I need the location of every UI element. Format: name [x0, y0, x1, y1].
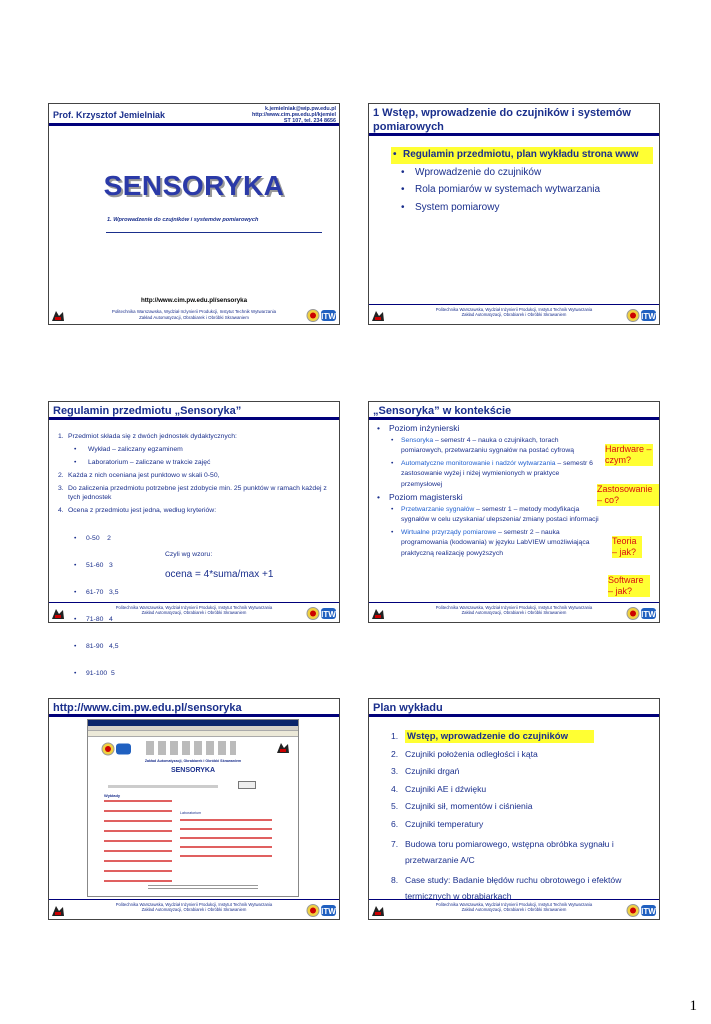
footer-line1: Politechnika Warszawska, Wydział Inżynierii Produkcji, Instytut Technik Wytwarzania: [111, 309, 277, 314]
list-item: • Automatyczne monitorowanie i nadzór wytwarzania – semestr 6 zastosowanie wyżej i niżej wymienionych w praktyce przemysłowej: [391, 459, 593, 488]
item-text: Czujniki temperatury: [405, 818, 484, 829]
lectures-heading: Wykłady: [104, 793, 121, 798]
course-title: SENSORYKA: [103, 170, 285, 201]
list-item: • Wykład – zaliczany egzaminem: [74, 446, 183, 453]
course-name: Wirtualne przyrządy pomiarowe: [401, 528, 497, 536]
list-item: 3. Czujniki drgań: [391, 766, 460, 776]
slide-footer: [49, 899, 339, 919]
tag-software: Software – jak?: [608, 575, 650, 597]
list-item: • System pomiarowy: [401, 201, 500, 213]
list-item: • Wirtualne przyrządy pomiarowe – semestr 2 – nauka programowania (kodowania) w języku LabVIEW umożliwiająca praktyczną realizację powyższych: [391, 528, 590, 557]
pw-logo-icon: [371, 608, 385, 620]
course-desc: – semestr 6 zastosowanie wyżej i niżej wymienionych w praktyce przemysłowej: [401, 459, 593, 488]
item-text: Wstęp, wprowadzenie do czujników: [405, 730, 594, 743]
grade-row: • 51-60 3: [74, 562, 113, 569]
itw-logo-icon: [307, 903, 337, 918]
topic-list: [391, 147, 653, 215]
item-text: Czujniki położenia odległości i kąta: [405, 748, 538, 759]
grade-text: 91-100 5: [86, 670, 115, 677]
itw-logo-icon: [627, 308, 657, 323]
svg-text:ITW: ITW: [641, 312, 656, 321]
course-desc: – semestr 2 – nauka programowania (kodowania) w języku LabVIEW umożliwiająca praktyczną realizację powyższych: [401, 528, 590, 557]
slide-footer: [369, 602, 659, 622]
grade-text: 51-60 3: [86, 562, 113, 569]
itw-logo-icon: [627, 606, 657, 621]
list-item: 4. Ocena z przedmiotu jest jedna, według kryteriów:: [58, 507, 217, 514]
slide-title[interactable]: http://www.cim.pw.edu.pl/sensoryka: [53, 702, 242, 714]
course-name: Sensoryka: [401, 436, 434, 444]
contact-room: ST 107, tel. 234 8656: [283, 118, 336, 125]
course-url[interactable]: http://www.cim.pw.edu.pl/sensoryka: [140, 297, 248, 304]
website-screenshot: [87, 719, 299, 897]
page-number: 1: [689, 998, 697, 1014]
pw-logo-icon: [371, 310, 385, 322]
grade-row: • 61-70 3,5: [74, 589, 119, 596]
item-text: Budowa toru pomiarowego, wstępna obróbka sygnału i przetwarzanie A/C: [405, 839, 614, 865]
contact-email: k.jemielniak@wip.pw.edu.pl: [265, 106, 336, 112]
item-text: System pomiarowy: [415, 201, 500, 213]
item-text: Rola pomiarów w systemach wytwarzania: [415, 184, 601, 195]
formula: ocena = 4*suma/max +1: [165, 569, 274, 580]
list-item: • Sensoryka – semestr 4 – nauka o czujnikach, torach pomiarowych, przetwarzaniu sygnałów na postać cyfrową: [391, 436, 575, 454]
pw-logo-icon: [51, 310, 65, 322]
grade-row: • 81-90 4,5: [74, 643, 119, 650]
slide-footer: [49, 602, 339, 622]
header-images: [146, 741, 236, 755]
slide-context: [368, 401, 660, 623]
footer-note: [148, 885, 258, 890]
level-heading: • Poziom inżynierski: [377, 423, 460, 433]
slide-website: [48, 698, 340, 920]
item-text: Do zaliczenia przedmiotu potrzebne jest zdobycie min. 25 punktów w ramach każdej z tych jednostek: [68, 485, 327, 501]
item-text: Ocena z przedmiotu jest jedna, według kryteriów:: [68, 507, 217, 514]
pw-logo-icon: [276, 739, 290, 757]
list-item: • Rola pomiarów w systemach wytwarzania: [401, 184, 601, 195]
lecture-plan: [383, 731, 655, 904]
slide-plan: [368, 698, 660, 920]
item-text: Czujniki sił, momentów i ciśnienia: [405, 801, 533, 811]
svg-text:ITW: ITW: [641, 610, 656, 619]
lecture-links[interactable]: [104, 800, 172, 885]
slide-footer: [369, 304, 659, 324]
list-item: • Regulamin przedmiotu, plan wykładu strona www: [391, 147, 653, 164]
list-item: 8. Case study: Badanie błędów ruchu obrotowego i efektów termicznych w obrabiarkach: [391, 875, 622, 901]
footer-line1: Politechnika Warszawska, Wydział Inżynierii Produkcji, Instytut Technik Wytwarzania: [115, 902, 273, 907]
svg-text:ITW: ITW: [321, 312, 336, 321]
list-item: 2. Każda z nich oceniana jest punktowo w skali 0-50,: [58, 472, 220, 479]
divider: [106, 232, 322, 233]
svg-text:ITW: ITW: [321, 610, 336, 619]
item-text: Case study: Badanie błędów ruchu obrotowego i efektów termicznych w obrabiarkach: [405, 875, 622, 901]
formula-label: Czyli wg wzoru:: [165, 551, 213, 558]
itw-logo-icon: [102, 741, 132, 757]
slide-rules: [48, 401, 340, 677]
slide-title: Regulamin przedmiotu „Sensoryka”: [53, 405, 242, 417]
lab-heading: Laboratorium: [180, 811, 202, 815]
grade-text: 61-70 3,5: [86, 589, 119, 596]
item-text: Czujniki AE i dźwięku: [405, 783, 487, 794]
footer-line1: Politechnika Warszawska, Wydział Inżynierii Produkcji, Instytut Technik Wytwarzania: [435, 902, 593, 907]
pw-logo-icon: [371, 905, 385, 917]
slide-intro: [368, 103, 660, 325]
footer-line1: Politechnika Warszawska, Wydział Inżynierii Produkcji, Instytut Technik Wytwarzania: [435, 307, 593, 312]
slide-title: „Sensoryka” w kontekście: [373, 405, 512, 417]
itw-logo-icon: [627, 903, 657, 918]
rules-list: [58, 432, 336, 696]
list-item: 1. Wstęp, wprowadzenie do czujników: [383, 731, 655, 743]
level-text: Poziom magisterski: [389, 492, 463, 502]
grade-row: • 71-80 4: [74, 616, 113, 623]
grade-row: • 0-50 2: [74, 535, 111, 542]
item-text: Każda z nich oceniana jest punktowo w skali 0-50,: [68, 472, 220, 479]
item-text: Czujniki drgań: [405, 766, 460, 776]
list-item: 5. Czujniki sił, momentów i ciśnienia: [391, 801, 533, 811]
item-text: Laboratorium – zaliczane w trakcie zajęć: [88, 459, 211, 466]
footer-line2: Zakład Automatyzacji, Obrabiarek i Obróbki Skrawaniem: [461, 610, 567, 615]
contact-url: http://www.cim.pw.edu.pl/kjemiel: [251, 112, 336, 119]
item-text: Regulamin przedmiotu, plan wykładu strona www: [403, 149, 639, 160]
list-item: 7. Budowa toru pomiarowego, wstępna obróbka sygnału i przetwarzanie A/C: [391, 839, 614, 865]
web-title: SENSORYKA: [170, 767, 216, 774]
course-desc: – semestr 1 – metody modyfikacja sygnałów w celu uzyskania/ ulepszenia/ zmiany postaci informacji: [401, 505, 599, 523]
slide-title: 1 Wstęp, wprowadzenie do czujników i systemów pomiarowych: [373, 107, 631, 133]
footer-line1: Politechnika Warszawska, Wydział Inżynierii Produkcji, Instytut Technik Wytwarzania: [115, 605, 273, 610]
list-item: • Przetwarzanie sygnałów – semestr 1 – metody modyfikacja sygnałów w celu uzyskania/ ulepszenia/ zmiany postaci informacji: [391, 505, 599, 523]
grade-text: 81-90 4,5: [86, 643, 119, 650]
author-name: Prof. Krzysztof Jemielniak: [53, 110, 166, 120]
contact-info: [252, 106, 336, 125]
tag-application: Zastosowanie – co?: [597, 484, 659, 506]
slide-title: [48, 103, 340, 325]
svg-text:ITW: ITW: [321, 907, 336, 916]
course-desc: – semestr 4 – nauka o czujnikach, torach pomiarowych, przetwarzaniu sygnałów na postać cyfrową: [401, 436, 575, 454]
grade-text: 0-50 2: [86, 535, 111, 542]
lab-links[interactable]: [180, 819, 272, 861]
grade-row: • 91-100 5: [74, 670, 115, 677]
level-text: Poziom inżynierski: [389, 423, 460, 433]
slide-footer: [369, 899, 659, 919]
web-button[interactable]: [238, 781, 256, 789]
footer-text: [89, 309, 299, 320]
course-name: Przetwarzanie sygnałów: [401, 505, 475, 513]
footer-line2: Zakład Automatyzacji, Obrabiarek i Obróbki Skrawaniem: [141, 610, 247, 615]
list-item: 4. Czujniki AE i dźwięku: [391, 783, 487, 794]
slide-title: Plan wykładu: [373, 702, 443, 714]
footer-line2: Zakład Automatyzacji, Obrabiarek i Obróbki Skrawaniem: [461, 907, 567, 912]
footer-line2: Zakład Automatyzacji, Obrabiarek i Obróbki Skrawaniem: [461, 312, 567, 317]
svg-text:ITW: ITW: [641, 907, 656, 916]
footer-line2: Zakład Automatyzacji, Obrabiarek i Obróbki Skrawaniem: [141, 907, 247, 912]
footer-line1: Politechnika Warszawska, Wydział Inżynierii Produkcji, Instytut Technik Wytwarzania: [435, 605, 593, 610]
text-line: [108, 785, 218, 788]
list-item: 6. Czujniki temperatury: [391, 818, 484, 829]
level-heading: • Poziom magisterski: [377, 492, 463, 502]
web-subheading: Zakład Automatyzacji, Obrabiarek i Obróbki Skrawaniem: [144, 759, 242, 763]
pw-logo-icon: [51, 905, 65, 917]
list-item: 3. Do zaliczenia przedmiotu potrzebne jest zdobycie min. 25 punktów w ramach każdej z tych jednostek: [58, 485, 327, 501]
itw-logo-icon: [307, 606, 337, 621]
grade-text: 71-80 4: [86, 616, 113, 623]
context-list: [377, 423, 602, 559]
course-name: Automatyczne monitorowanie i nadzór wytwarzania: [401, 459, 556, 467]
list-item: 1. Przedmiot składa się z dwóch jednostek dydaktycznych:: [58, 433, 237, 440]
tag-hardware: Hardware – czym?: [605, 444, 652, 465]
pw-logo-icon: [51, 608, 65, 620]
item-text: Wprowadzenie do czujników: [415, 166, 542, 178]
list-item: 2. Czujniki położenia odległości i kąta: [391, 748, 538, 759]
web-page: [88, 737, 298, 895]
item-text: Przedmiot składa się z dwóch jednostek dydaktycznych:: [68, 433, 237, 440]
itw-logo-icon: [307, 308, 337, 323]
tag-theory: Teoria – jak?: [612, 536, 642, 558]
footer-line2: Zakład Automatyzacji, Obrabiarek i Obróbki Skrawaniem: [139, 314, 249, 320]
list-item: • Wprowadzenie do czujników: [401, 166, 542, 178]
item-text: Wykład – zaliczany egzaminem: [88, 446, 183, 453]
list-item: • Laboratorium – zaliczane w trakcie zajęć: [74, 459, 211, 466]
lecture-subtitle: 1. Wprowadzenie do czujników i systemów pomiarowych: [107, 217, 259, 223]
